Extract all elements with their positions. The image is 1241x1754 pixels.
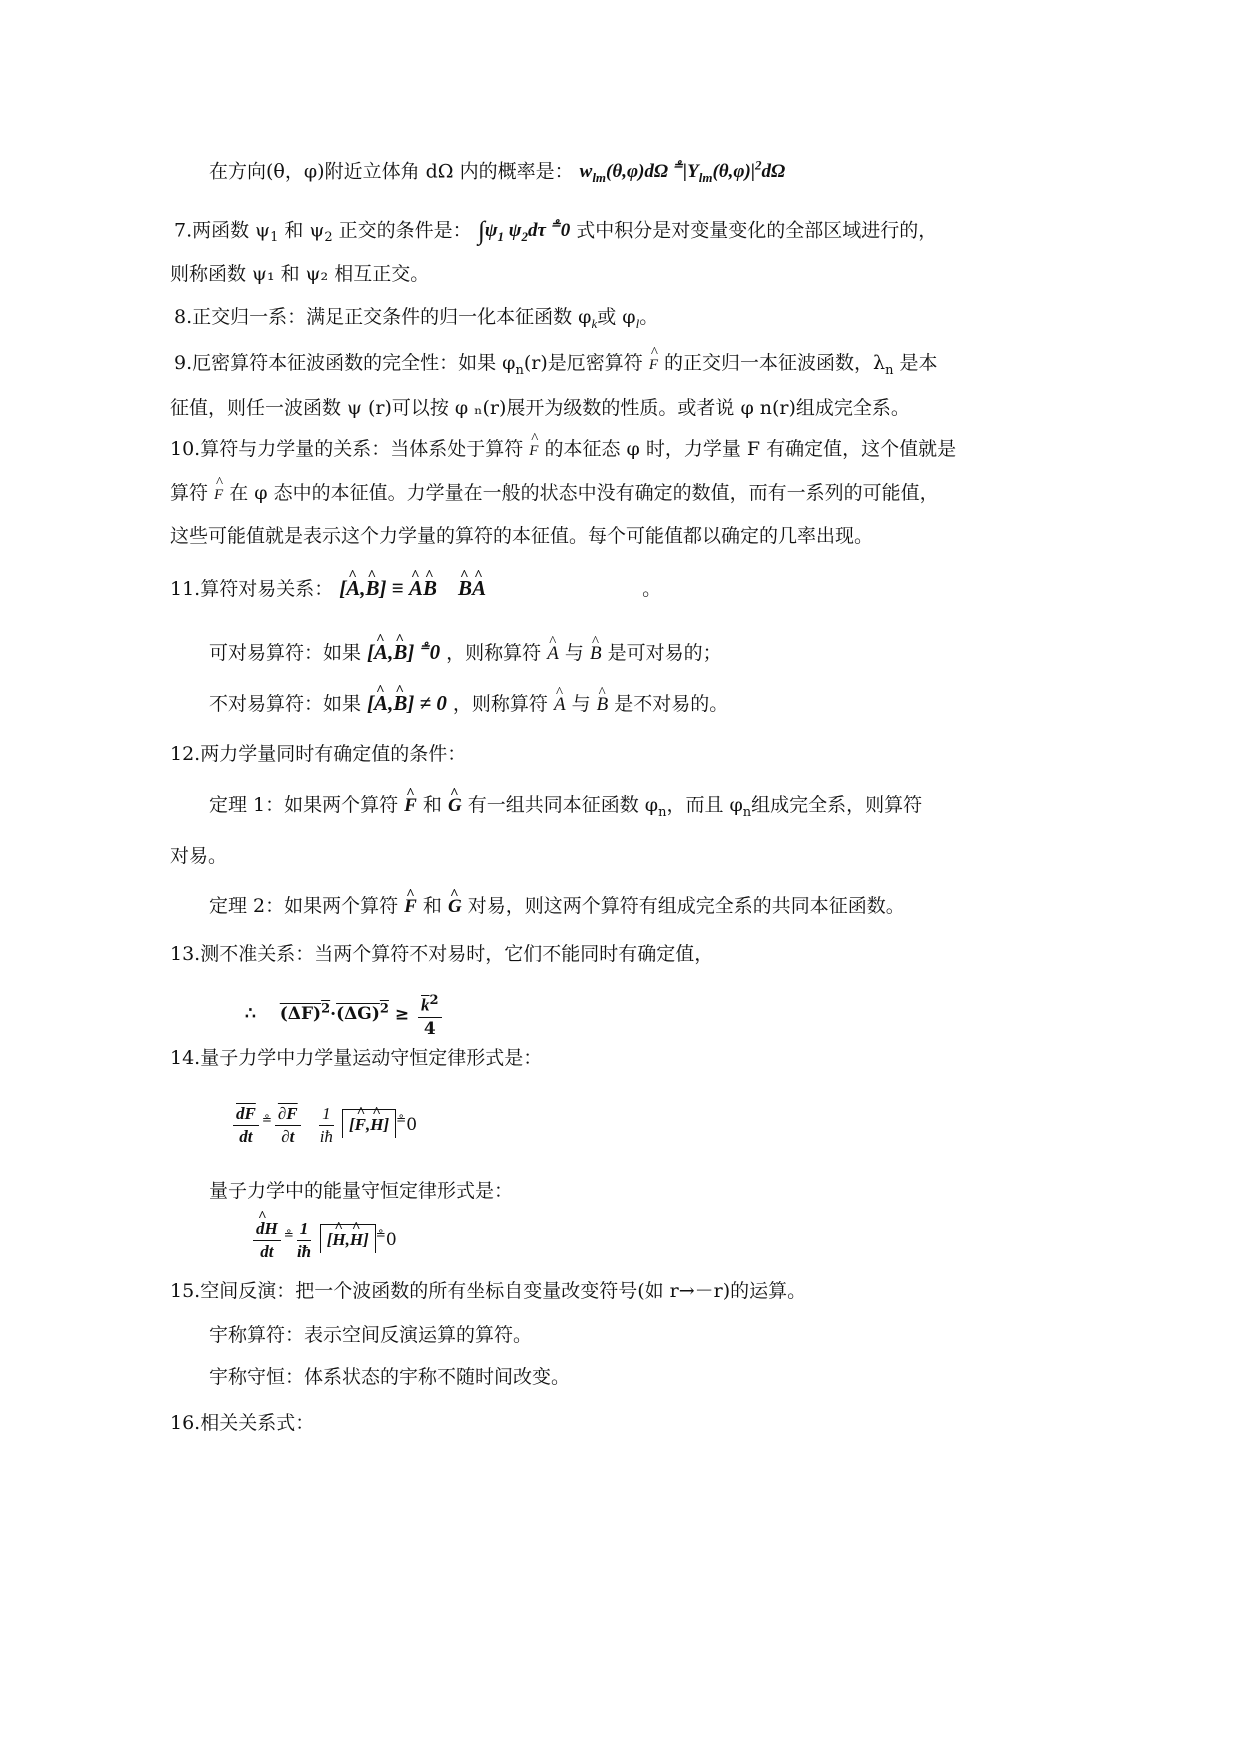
text: 和 — [416, 895, 448, 917]
line-orthonormal-system — [174, 304, 658, 337]
text: 有一组共同本征函数 φ — [461, 794, 659, 816]
operator-f-hat: ^ F — [214, 482, 223, 508]
text: 正交的条件是： — [332, 219, 472, 242]
text: 的正交归一本征波函数，λ — [657, 352, 886, 374]
text: 定理 1：如果两个算符 — [209, 794, 405, 816]
line-energy-conservation — [209, 1178, 513, 1204]
line-solid-angle-probability — [209, 153, 785, 191]
text: 则称函数 ψ₁ 和 ψ₂ 相互正交。 — [170, 263, 430, 285]
text: 或 φ — [597, 306, 636, 328]
line-parity-conservation — [209, 1364, 570, 1390]
subscript: 2 — [324, 230, 333, 246]
text: 可对易算符：如果 — [209, 642, 368, 664]
line-related-relations — [170, 1410, 314, 1436]
text: 量子力学中的能量守恒定律形式是： — [209, 1180, 514, 1202]
text: 在方向(θ，φ)附近立体角 dΩ 内的概率是： — [209, 160, 574, 183]
operator-f-hat: ^ F — [649, 352, 658, 378]
fraction: $\frac{\overline{k}^2}{4}$ — [418, 990, 442, 1040]
formula-commute-nonzero: [^ A,^ B] ≠ 0 — [367, 691, 447, 715]
formula-commutator: [^ A,^ B] ≡ ^ A^ B ^ B^ A — [339, 576, 486, 600]
text: 的本征态 φ 时，力学量 F 有确定值，这个值就是 — [538, 438, 957, 460]
text: 13.测不准关系：当两个算符不对易时，它们不能同时有确定值， — [170, 943, 714, 965]
text: 对易，则这两个算符有组成完全系的共同本征函数。 — [461, 895, 905, 917]
line-commuting — [209, 634, 722, 667]
line-operator-quantity-2 — [170, 480, 939, 508]
text: 和 ψ — [278, 219, 325, 242]
line-orthogonality-condition — [174, 212, 937, 251]
text: 15.空间反演：把一个波函数的所有坐标自变量改变符号(如 r→－r)的运算。 — [170, 1280, 807, 1302]
formula-uncertainty — [245, 990, 445, 1040]
text: 不对易算符：如果 — [209, 693, 368, 715]
line-theorem-2 — [209, 893, 905, 920]
line-parity-operator — [209, 1322, 532, 1348]
operator-b-hat: ^ B — [597, 692, 609, 718]
text: 宇称守恒：体系状态的宇称不随时间改变。 — [209, 1366, 571, 1388]
mean-delta-f: $(\Delta F)^2$ — [279, 1001, 331, 1025]
text: 式中积分是对变量变化的全部区域进行的， — [576, 219, 938, 242]
subscript: n — [515, 362, 524, 378]
text: 征值，则任一波函数 ψ (r)可以按 φ ₙ(r)展开为级数的性质。或者说 φ n(r)组成完全系。 — [170, 397, 910, 419]
line-commutator — [170, 575, 661, 602]
text: 定理 2：如果两个算符 — [209, 895, 405, 917]
text: ，则称算符 — [440, 642, 548, 664]
text: 是本 — [893, 352, 938, 374]
line-uncertainty — [170, 941, 713, 967]
text: ，则称算符 — [446, 693, 554, 715]
text: 是不对易的。 — [608, 693, 729, 715]
ge-symbol: ≥ — [394, 1004, 410, 1025]
formula-energy-conservation: ^ $\frac{dH}{dt}$ ≗ $\frac{1}{iħ}$ [^ H,^ H] ≗0 — [250, 1218, 397, 1263]
text: 10.算符与力学量的关系：当体系处于算符 — [170, 438, 530, 460]
formula-probability: $w_{lm}(\theta,\varphi)d\Omega$ $^≗|Y_{lm}(\theta,\varphi)|^2d\Omega$ — [579, 158, 786, 186]
text: 9.厄密算符本征波函数的完全性：如果 φ — [174, 352, 516, 374]
text: 11.算符对易关系： — [170, 578, 334, 600]
text: 与 — [565, 693, 597, 715]
text: 16.相关关系式： — [170, 1412, 315, 1434]
formula-conservation: $\frac{\overline{dF}}{dt}$ ≗ $\frac{\partial F}{\partial t}$ $\frac{1}{iħ}$ [^ F,^ H] ≗0 — [230, 1103, 417, 1148]
line-simultaneous-conditions — [170, 741, 466, 767]
text: 7.两函数 ψ — [174, 219, 271, 242]
text: 对易。 — [170, 845, 228, 867]
operator-g-hat: ^ G — [448, 894, 462, 920]
text: 。 — [642, 578, 662, 600]
dot: · — [330, 1004, 337, 1025]
subscript: n — [885, 362, 894, 378]
text: ，而且 φ — [666, 794, 743, 816]
line-operator-quantity-1 — [170, 436, 956, 464]
text: (r)是厄密算符 — [523, 352, 649, 374]
operator-f-hat: ^ F — [404, 793, 417, 819]
text: 和 — [416, 794, 448, 816]
line-theorem-1: 定理 1：如果两个算符 ^ F 和 ^ G 有一组共同本征函数 $\varphi_n$，而且 $\varphi_n$组成完全系，则算符 — [209, 792, 922, 826]
formula-orthogonality: $\int\psi_1$ $\psi_2d\tau$ ≗0 — [477, 216, 571, 246]
text: 与 — [558, 642, 590, 664]
fraction: $\frac{1}{iħ}$ — [319, 1104, 333, 1146]
fraction: $\frac{\partial F}{\partial t}$ — [275, 1103, 301, 1148]
line-non-commuting — [209, 690, 728, 718]
therefore-symbol: ∴ — [245, 1004, 256, 1025]
mean-delta-g: $(\Delta G)^2$ — [336, 1001, 389, 1025]
text: 这些可能值就是表示这个力学量的算符的本征值。每个可能值都以确定的几率出现。 — [170, 525, 874, 547]
operator-b-hat: ^ B — [590, 641, 602, 667]
text: 宇称算符：表示空间反演运算的算符。 — [209, 1324, 533, 1346]
fraction: ^ $\frac{dH}{dt}$ — [253, 1218, 281, 1263]
line-completeness-2 — [170, 395, 910, 421]
operator-f-hat: ^ F — [404, 894, 417, 920]
operator-f-hat: ^ F — [529, 438, 538, 464]
operator-a-hat: ^ A — [547, 641, 559, 667]
fraction: $\frac{\overline{dF}}{dt}$ — [233, 1103, 259, 1148]
operator-a-hat: ^ A — [554, 692, 566, 718]
text: 组成完全系，则算符 — [751, 794, 923, 816]
fraction: $\frac{1}{iħ}$ — [296, 1219, 312, 1261]
text: 在 φ 态中的本征值。力学量在一般的状态中没有确定的数值，而有一系列的可能值， — [223, 482, 939, 504]
line-operator-quantity-3 — [170, 523, 873, 549]
subscript: l — [635, 315, 640, 331]
line-orthogonal-functions — [170, 261, 429, 287]
text: 8.正交归一系：满足正交条件的归一化本征函数 φ — [174, 306, 592, 328]
text: 。 — [639, 306, 659, 328]
line-completeness — [174, 350, 938, 384]
commutator-fh: [^ F,^ H] — [342, 1109, 396, 1138]
text: 14.量子力学中力学量运动守恒定律形式是： — [170, 1047, 543, 1069]
formula-commute-zero: [^ A,^ B] ≗0 — [367, 640, 440, 664]
subscript: 1 — [270, 230, 279, 246]
line-theorem-1-cont — [170, 843, 227, 869]
commutator-hh: [^ H,^ H] — [320, 1224, 376, 1253]
line-space-inversion — [170, 1278, 806, 1304]
text: 12.两力学量同时有确定值的条件： — [170, 743, 467, 765]
operator-g-hat: ^ G — [448, 793, 462, 819]
line-conservation — [170, 1045, 542, 1071]
text: 是可对易的； — [601, 642, 722, 664]
text: 算符 — [170, 482, 215, 504]
subscript: k — [591, 315, 598, 331]
